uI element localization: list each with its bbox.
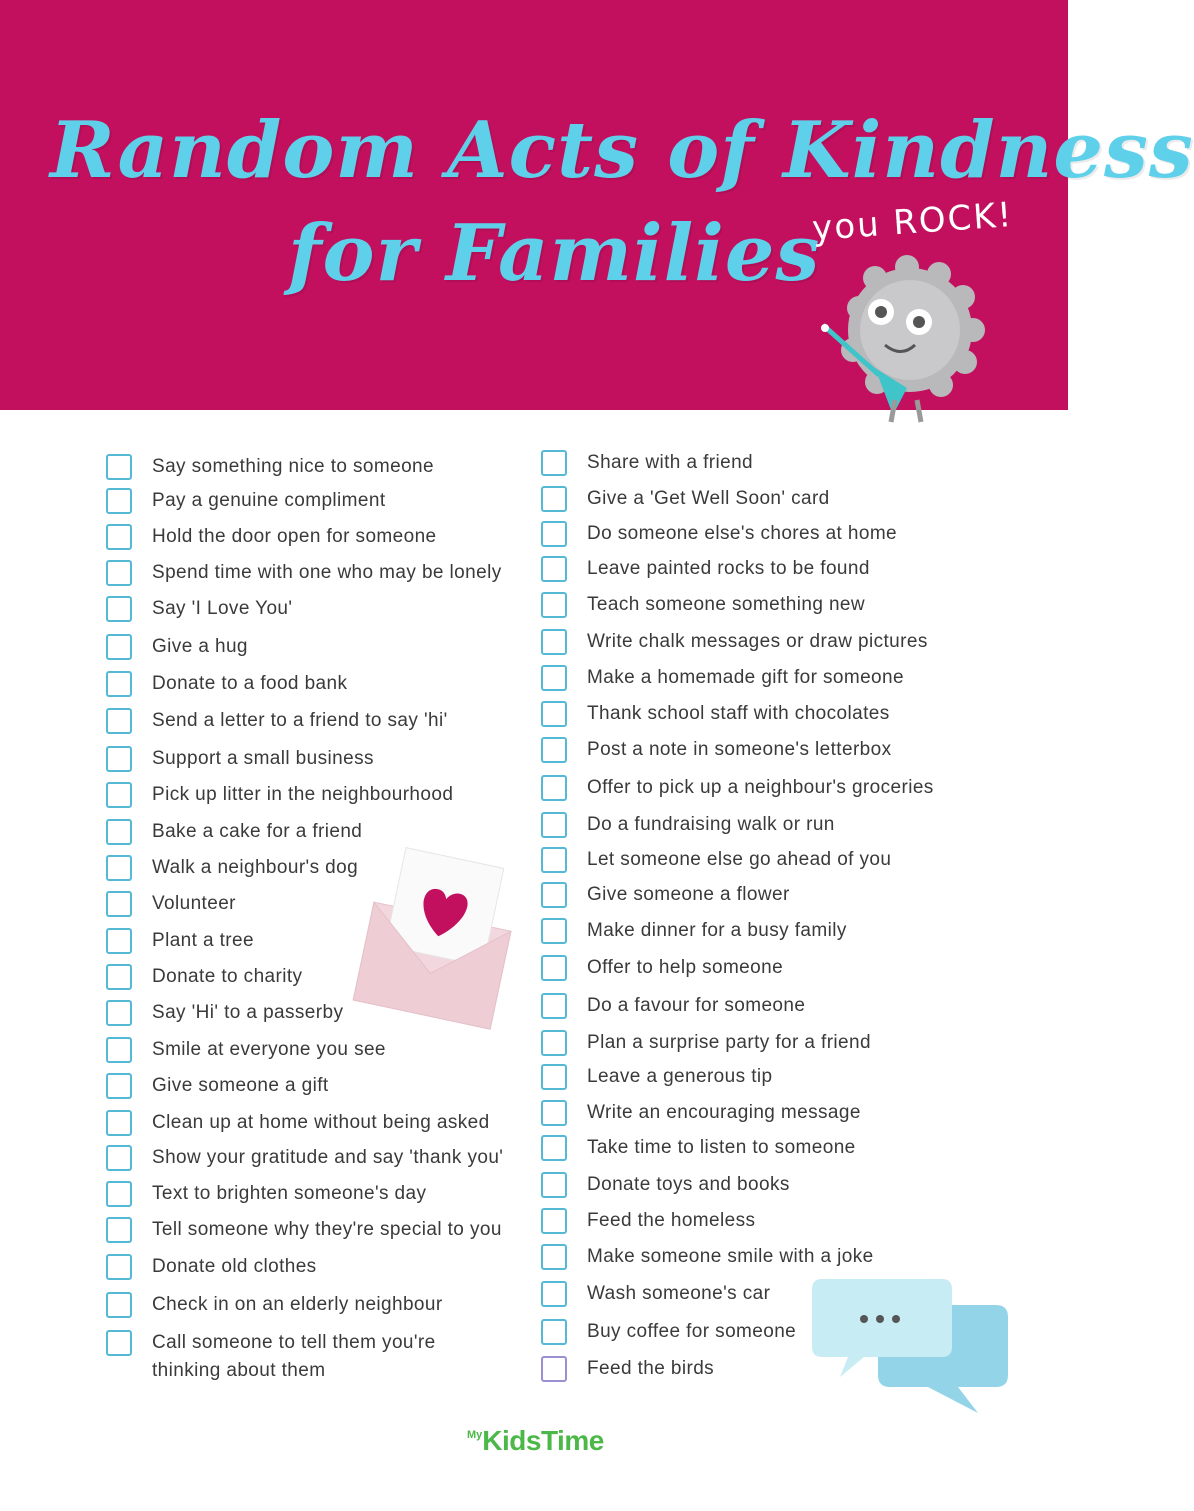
checklist-item-label: Send a letter to a friend to say 'hi' [152, 710, 448, 731]
checklist-item [541, 554, 870, 583]
checkbox[interactable] [541, 592, 567, 618]
checklist-item-label: Call someone to tell them you're [152, 1332, 436, 1353]
page-title-line1: Random Acts of Kindness [50, 105, 1194, 196]
checklist-item [106, 632, 248, 661]
checklist-item [541, 484, 830, 513]
checklist-item [106, 486, 386, 515]
checklist-item-label: Say 'I Love You' [152, 598, 293, 619]
checklist-item [106, 853, 358, 882]
checkbox[interactable] [106, 964, 132, 990]
checkbox[interactable] [106, 1217, 132, 1243]
checkbox[interactable] [106, 1110, 132, 1136]
checkbox[interactable] [541, 1319, 567, 1345]
checklist-item [541, 1028, 871, 1057]
checkbox[interactable] [541, 1208, 567, 1234]
checklist-item [541, 1133, 856, 1162]
checkbox[interactable] [541, 737, 567, 763]
checklist-item [541, 519, 897, 548]
checkbox[interactable] [541, 918, 567, 944]
love-letter-envelope-icon [350, 845, 515, 1030]
checklist-item [541, 1062, 772, 1091]
checklist-item-label: Do someone else's chores at home [587, 523, 898, 544]
checkbox[interactable] [541, 521, 567, 547]
checklist-item-label: Give someone a flower [587, 884, 790, 905]
checkbox[interactable] [106, 488, 132, 514]
checklist-item [106, 452, 434, 481]
checkbox[interactable] [106, 634, 132, 660]
checklist-item [541, 663, 904, 692]
checklist-item-label: Donate toys and books [587, 1174, 790, 1195]
checklist-item [106, 558, 502, 587]
checklist-item-label: Offer to help someone [587, 957, 784, 978]
checklist-item-label: Do a favour for someone [587, 995, 806, 1016]
checkbox[interactable] [541, 1135, 567, 1161]
checklist-item-label: Volunteer [152, 893, 236, 914]
checklist-item [106, 1252, 317, 1281]
checklist-item [106, 522, 437, 551]
checklist-item [106, 1215, 502, 1244]
checklist-item-label: Teach someone something new [587, 594, 866, 615]
checklist-item-label: Write an encouraging message [587, 1102, 861, 1123]
checklist-item-label: Leave a generous tip [587, 1066, 773, 1087]
checklist-item [106, 706, 448, 735]
checkbox[interactable] [541, 1100, 567, 1126]
checkbox[interactable] [106, 1000, 132, 1026]
checklist-item-label: Feed the birds [587, 1358, 715, 1379]
monster-mascot-icon [815, 250, 1000, 430]
checklist-item [106, 594, 292, 623]
checklist-item-label: Make someone smile with a joke [587, 1246, 874, 1267]
checklist-item-label: Walk a neighbour's dog [152, 857, 359, 878]
checklist-item [541, 1317, 796, 1346]
checkbox[interactable] [106, 782, 132, 808]
checklist-item-label: Say something nice to someone [152, 456, 434, 477]
checklist-item [106, 962, 302, 991]
checklist-item [541, 810, 835, 839]
checkbox[interactable] [541, 882, 567, 908]
checklist-item-label: Tell someone why they're special to you [152, 1219, 502, 1240]
checklist-item [106, 780, 453, 809]
checklist-item-label: Make dinner for a busy family [587, 920, 847, 941]
checkbox[interactable] [106, 1330, 132, 1356]
checklist-item-label: Offer to pick up a neighbour's groceries [587, 777, 934, 798]
checklist-item-label: thinking about them [152, 1360, 326, 1381]
checklist-item-label: Donate to a food bank [152, 673, 348, 694]
checklist-item [106, 1071, 329, 1100]
checklist-item-label: Bake a cake for a friend [152, 821, 363, 842]
checkbox[interactable] [541, 665, 567, 691]
checkbox[interactable] [106, 560, 132, 586]
checklist-item-label: Support a small business [152, 748, 374, 769]
checklist-item [106, 1143, 503, 1172]
checklist-item-label: Buy coffee for someone [587, 1321, 797, 1342]
checklist-item [541, 773, 934, 802]
checkbox[interactable] [106, 1037, 132, 1063]
checkbox[interactable] [106, 454, 132, 480]
checkbox[interactable] [106, 1254, 132, 1280]
checklist-item [541, 1206, 755, 1235]
checklist-item [106, 889, 236, 918]
checkbox[interactable] [541, 1356, 567, 1382]
checklist-item-label: Clean up at home without being asked [152, 1112, 490, 1133]
checkbox[interactable] [106, 1292, 132, 1318]
checklist-item [541, 448, 753, 477]
checkbox[interactable] [541, 1244, 567, 1270]
checklist-item [106, 817, 362, 846]
checkbox[interactable] [106, 746, 132, 772]
checklist-item-label: Pick up litter in the neighbourhood [152, 784, 454, 805]
checkbox[interactable] [106, 855, 132, 881]
checklist-item [106, 744, 374, 773]
checklist-item [541, 845, 891, 874]
checklist-item [541, 590, 865, 619]
checkbox[interactable] [541, 1281, 567, 1307]
checklist-item-label: Give a hug [152, 636, 248, 657]
checkbox[interactable] [106, 1145, 132, 1171]
checklist-item-label: Write chalk messages or draw pictures [587, 631, 928, 652]
checklist-item [541, 735, 892, 764]
checklist-item-label: Make a homemade gift for someone [587, 667, 904, 688]
checkbox[interactable] [106, 819, 132, 845]
checkbox[interactable] [541, 955, 567, 981]
checklist-item [541, 1098, 861, 1127]
checklist-item-label: Do a fundraising walk or run [587, 814, 835, 835]
checkbox[interactable] [541, 556, 567, 582]
checklist-item-label: Donate old clothes [152, 1256, 317, 1277]
checklist-item [106, 998, 343, 1027]
checklist-item [541, 1170, 790, 1199]
checklist-item [541, 699, 890, 728]
checklist-item-label: Show your gratitude and say 'thank you' [152, 1147, 504, 1168]
logo-prefix: My [467, 1429, 483, 1441]
checklist-item-label: Pay a genuine compliment [152, 490, 386, 511]
checklist-item-label: Spend time with one who may be lonely [152, 562, 502, 583]
checklist-item-label: Give a 'Get Well Soon' card [587, 488, 830, 509]
checklist-item-label: Donate to charity [152, 966, 303, 987]
checklist-item [541, 627, 928, 656]
checklist-item-label: Let someone else go ahead of you [587, 849, 892, 870]
checkbox[interactable] [541, 1064, 567, 1090]
checklist-item-label: Text to brighten someone's day [152, 1183, 427, 1204]
checklist-item-label: Plan a surprise party for a friend [587, 1032, 871, 1053]
checklist-item-label: Check in on an elderly neighbour [152, 1294, 443, 1315]
checkbox[interactable] [106, 1181, 132, 1207]
checklist-item-label: Feed the homeless [587, 1210, 756, 1231]
checkbox[interactable] [541, 812, 567, 838]
checklist-item [541, 916, 847, 945]
checklist-item-label: Plant a tree [152, 930, 254, 951]
checklist-item [541, 953, 783, 982]
checkbox[interactable] [541, 847, 567, 873]
checklist-item-label: Hold the door open for someone [152, 526, 437, 547]
checklist-item [106, 1108, 490, 1137]
checklist-item [106, 669, 347, 698]
checkbox[interactable] [106, 671, 132, 697]
speech-bubbles-icon [808, 1275, 1018, 1420]
checkbox[interactable] [106, 596, 132, 622]
checkbox[interactable] [541, 775, 567, 801]
checklist-item [541, 880, 790, 909]
checkbox[interactable] [541, 1030, 567, 1056]
checkbox[interactable] [541, 629, 567, 655]
checklist-item-label: Say 'Hi' to a passerby [152, 1002, 344, 1023]
checklist-item-label: Leave painted rocks to be found [587, 558, 870, 579]
checklist-item-label: Smile at everyone you see [152, 1039, 386, 1060]
tagline: you ROCK! [810, 195, 1015, 249]
checkbox[interactable] [541, 993, 567, 1019]
checklist-item [106, 1356, 325, 1385]
checklist-item [541, 991, 805, 1020]
checkbox[interactable] [541, 486, 567, 512]
checkbox[interactable] [541, 701, 567, 727]
checklist-item-label: Wash someone's car [587, 1283, 771, 1304]
page-title-line2: for Families [288, 208, 821, 299]
checklist-item-label: Take time to listen to someone [587, 1137, 856, 1158]
checklist-item-label: Thank school staff with chocolates [587, 703, 890, 724]
checkbox[interactable] [106, 928, 132, 954]
checkbox[interactable] [541, 450, 567, 476]
checklist-item-label: Share with a friend [587, 452, 754, 473]
checkbox[interactable] [106, 708, 132, 734]
checklist-item [106, 1179, 426, 1208]
checklist-item-label: Give someone a gift [152, 1075, 329, 1096]
checklist-item [541, 1354, 714, 1383]
checklist-item [106, 1328, 436, 1357]
checkbox[interactable] [106, 1073, 132, 1099]
checkbox[interactable] [106, 891, 132, 917]
checklist-item [106, 1290, 443, 1319]
logo-name: KidsTime [482, 1425, 604, 1456]
checklist-item [106, 926, 254, 955]
mykidstime-logo [467, 1425, 604, 1457]
checklist-item [541, 1279, 770, 1308]
checkbox[interactable] [106, 524, 132, 550]
checklist-item [541, 1242, 874, 1271]
checklist-item [106, 1035, 386, 1064]
checklist-item-label: Post a note in someone's letterbox [587, 739, 892, 760]
checkbox[interactable] [541, 1172, 567, 1198]
